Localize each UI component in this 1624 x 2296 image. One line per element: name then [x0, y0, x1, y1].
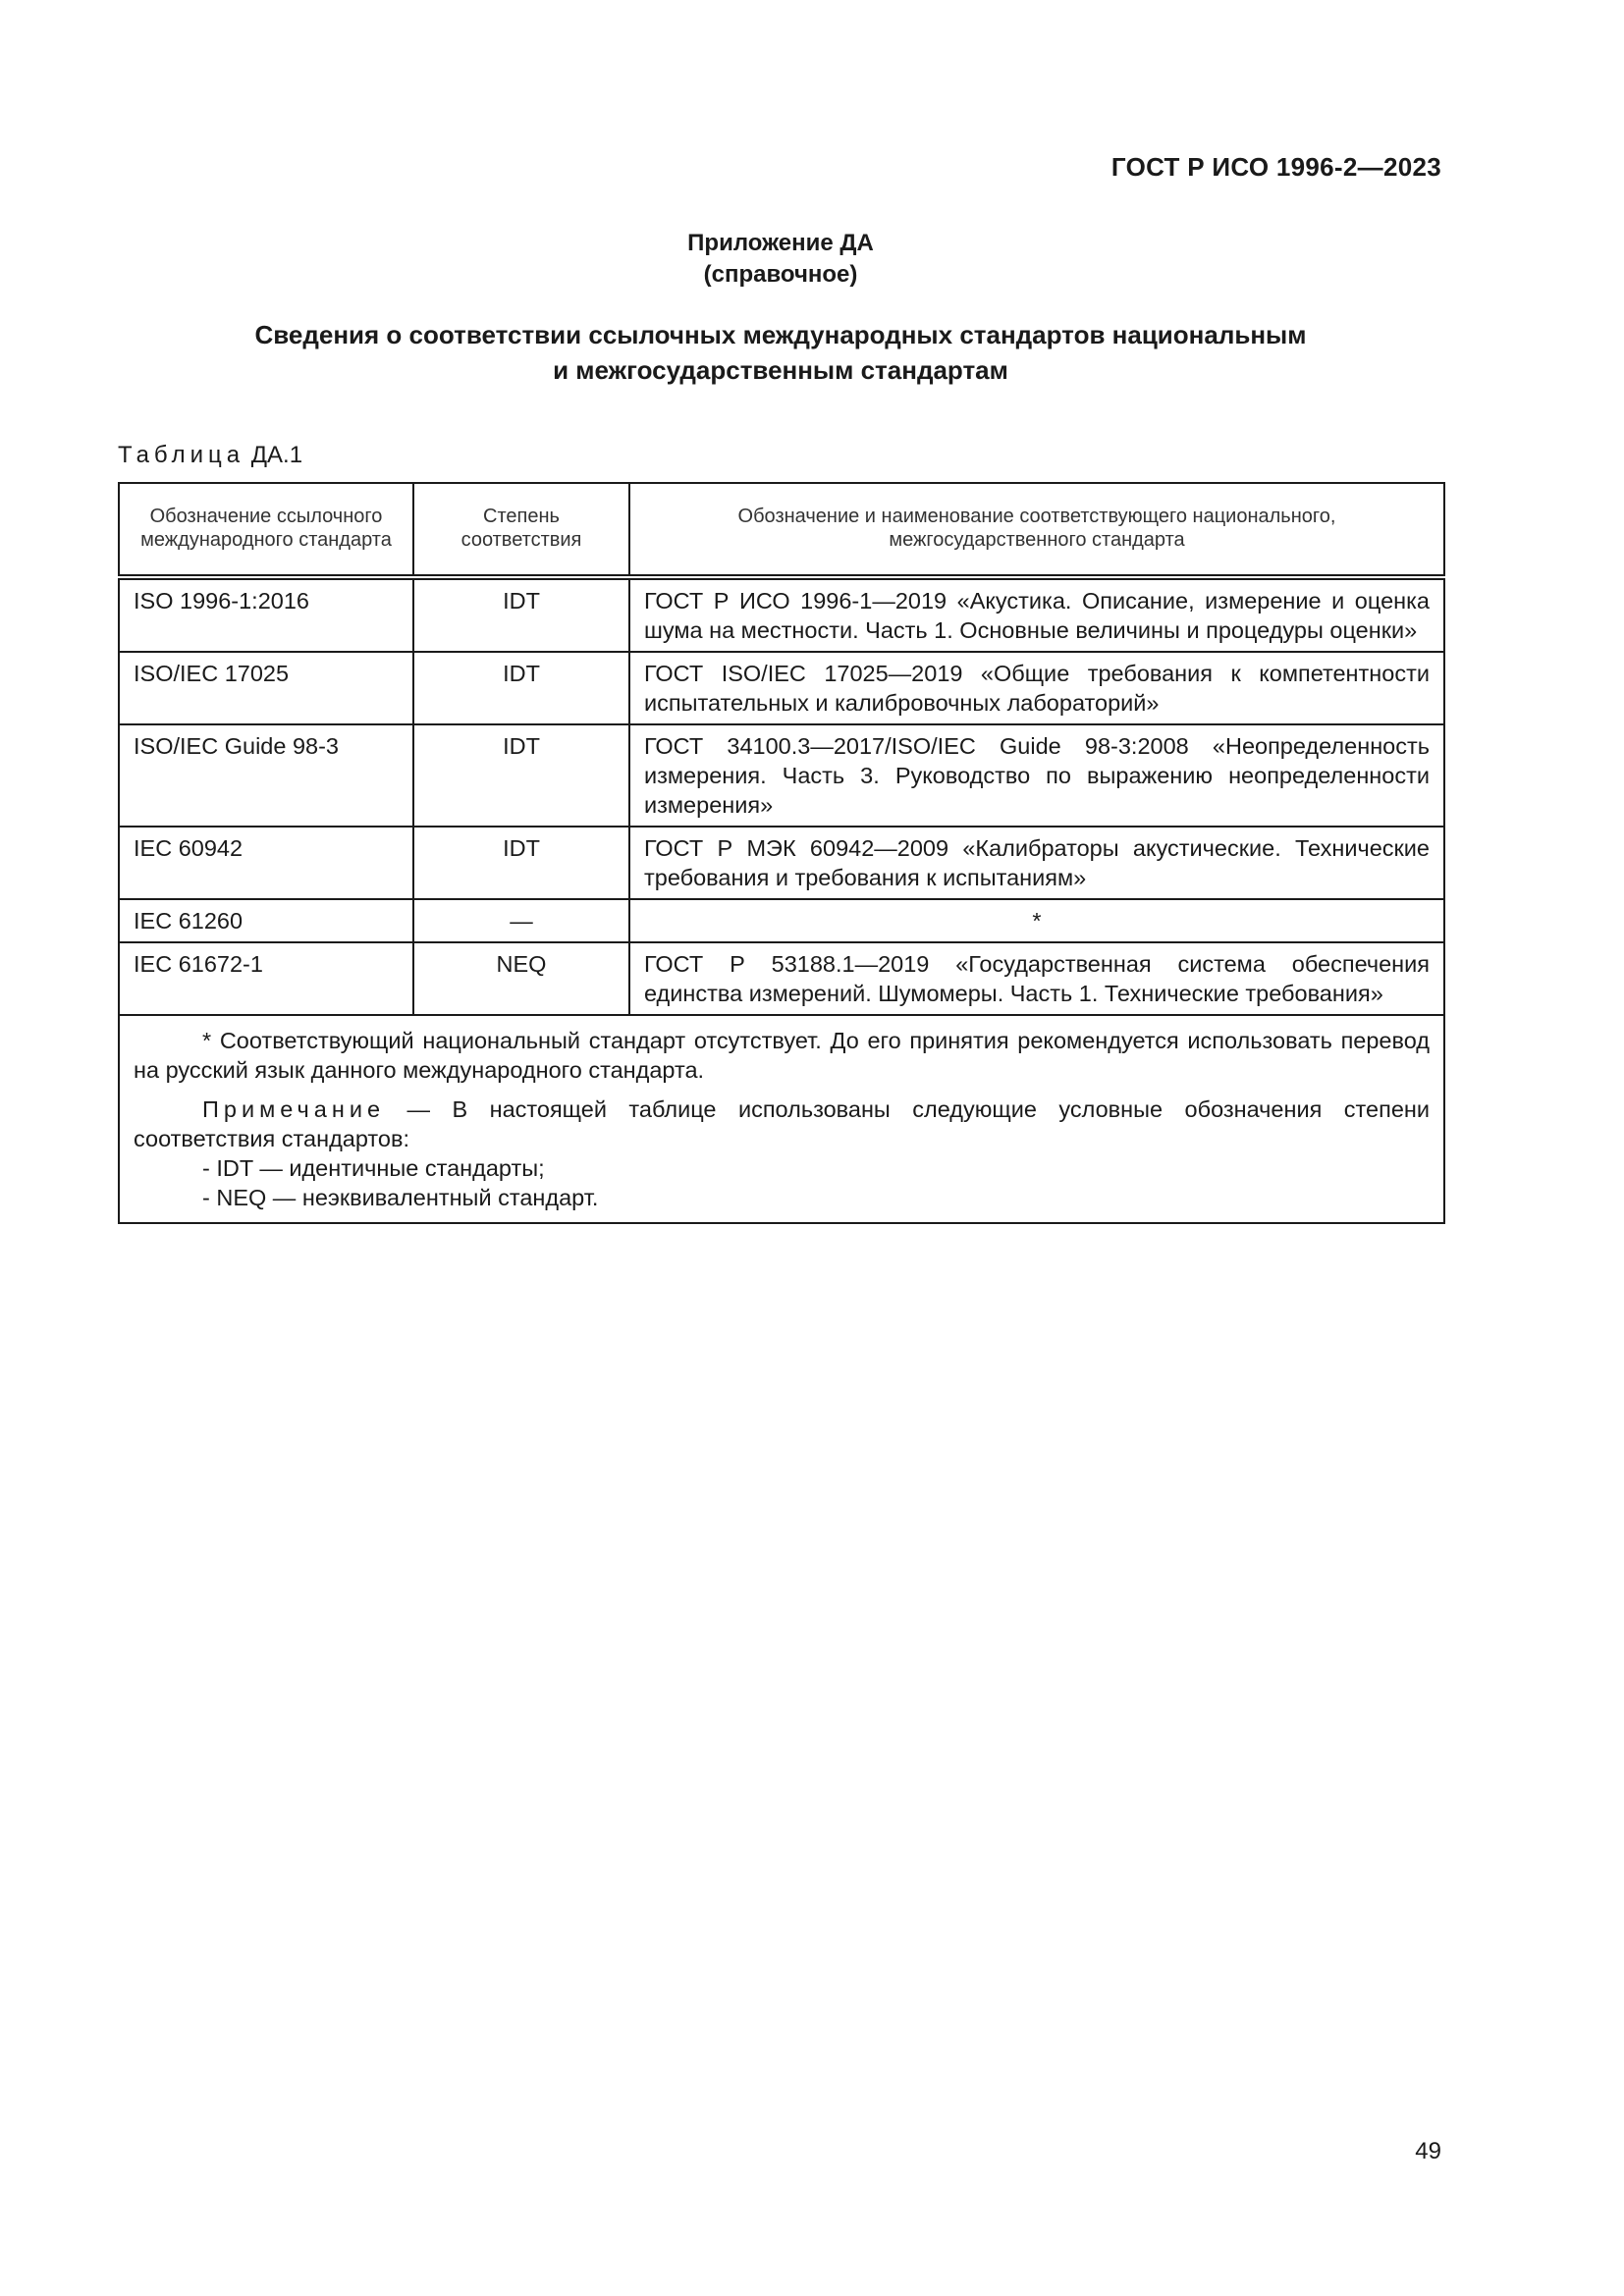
table-caption-word: Таблица [118, 442, 245, 468]
reference-standard-cell: IEC 60942 [119, 827, 413, 899]
degree-cell: — [413, 899, 629, 942]
reference-standard-cell: ISO/IEC 17025 [119, 652, 413, 724]
degree-cell: NEQ [413, 942, 629, 1015]
national-standard-cell: ГОСТ 34100.3—2017/ISO/IEC Guide 98-3:2008 «Неопределенность измерения. Часть 3. Руководство по выражению неопределенности измерения» [629, 724, 1444, 827]
note-lead: Примечание [202, 1096, 386, 1122]
table-footnote: * Соответствующий национальный стандарт отсутствует. До его принятия рекомендуется использовать перевод на русский язык данного международного стандарта. [134, 1028, 1430, 1083]
table-caption-number: ДА.1 [250, 442, 303, 468]
column-header-degree: Степень соответствия [413, 483, 629, 577]
national-standard-cell: * [629, 899, 1444, 942]
column-header-national-standard: Обозначение и наименование соответствующего национального, межгосударственного стандарта [629, 483, 1444, 577]
degree-cell: IDT [413, 724, 629, 827]
column-header-reference-standard: Обозначение ссылочного международного стандарта [119, 483, 413, 577]
reference-standard-cell: ISO 1996-1:2016 [119, 577, 413, 652]
table-notes-cell [119, 1015, 1444, 1223]
note-list-item: - IDT — идентичные стандарты; [202, 1155, 545, 1181]
table-row [119, 577, 1444, 652]
degree-cell: IDT [413, 652, 629, 724]
note-text: — В настоящей таблице использованы следующие условные обозначения степени соответствия стандартов: [134, 1096, 1430, 1151]
note-list-item: - NEQ — неэквивалентный стандарт. [202, 1185, 599, 1210]
table-row [119, 942, 1444, 1015]
reference-standard-cell: IEC 61260 [119, 899, 413, 942]
table-row [119, 652, 1444, 724]
table-row [119, 724, 1444, 827]
section-title-line-2: и межгосударственным стандартам [553, 355, 1008, 385]
table-header-row [119, 483, 1444, 577]
annex-heading [0, 228, 1561, 291]
reference-standard-cell: IEC 61672-1 [119, 942, 413, 1015]
table-row [119, 899, 1444, 942]
annex-label: Приложение ДА [687, 230, 874, 256]
national-standard-cell: ГОСТ Р ИСО 1996-1—2019 «Акустика. Описание, измерение и оценка шума на местности. Часть 1. Основные величины и процедуры оценки» [629, 577, 1444, 652]
annex-type: (справочное) [703, 261, 858, 288]
page-number: 49 [1415, 2138, 1441, 2164]
degree-cell: IDT [413, 827, 629, 899]
degree-cell: IDT [413, 577, 629, 652]
correspondence-table [118, 482, 1445, 1224]
section-title [0, 317, 1561, 388]
document-code: ГОСТ Р ИСО 1996-2—2023 [1110, 152, 1441, 182]
table-row [119, 827, 1444, 899]
reference-standard-cell: ISO/IEC Guide 98-3 [119, 724, 413, 827]
table-note [134, 1095, 1430, 1153]
section-title-line-1: Сведения о соответствии ссылочных международных стандартов национальным [254, 320, 1307, 349]
national-standard-cell: ГОСТ Р МЭК 60942—2009 «Калибраторы акустические. Технические требования и требования к испытаниям» [629, 827, 1444, 899]
national-standard-cell: ГОСТ ISO/IEC 17025—2019 «Общие требования к компетентности испытательных и калибровочных лабораторий» [629, 652, 1444, 724]
table-caption [118, 442, 302, 469]
table-notes-row [119, 1015, 1444, 1223]
national-standard-cell: ГОСТ Р 53188.1—2019 «Государственная система обеспечения единства измерений. Шумомеры. Часть 1. Технические требования» [629, 942, 1444, 1015]
